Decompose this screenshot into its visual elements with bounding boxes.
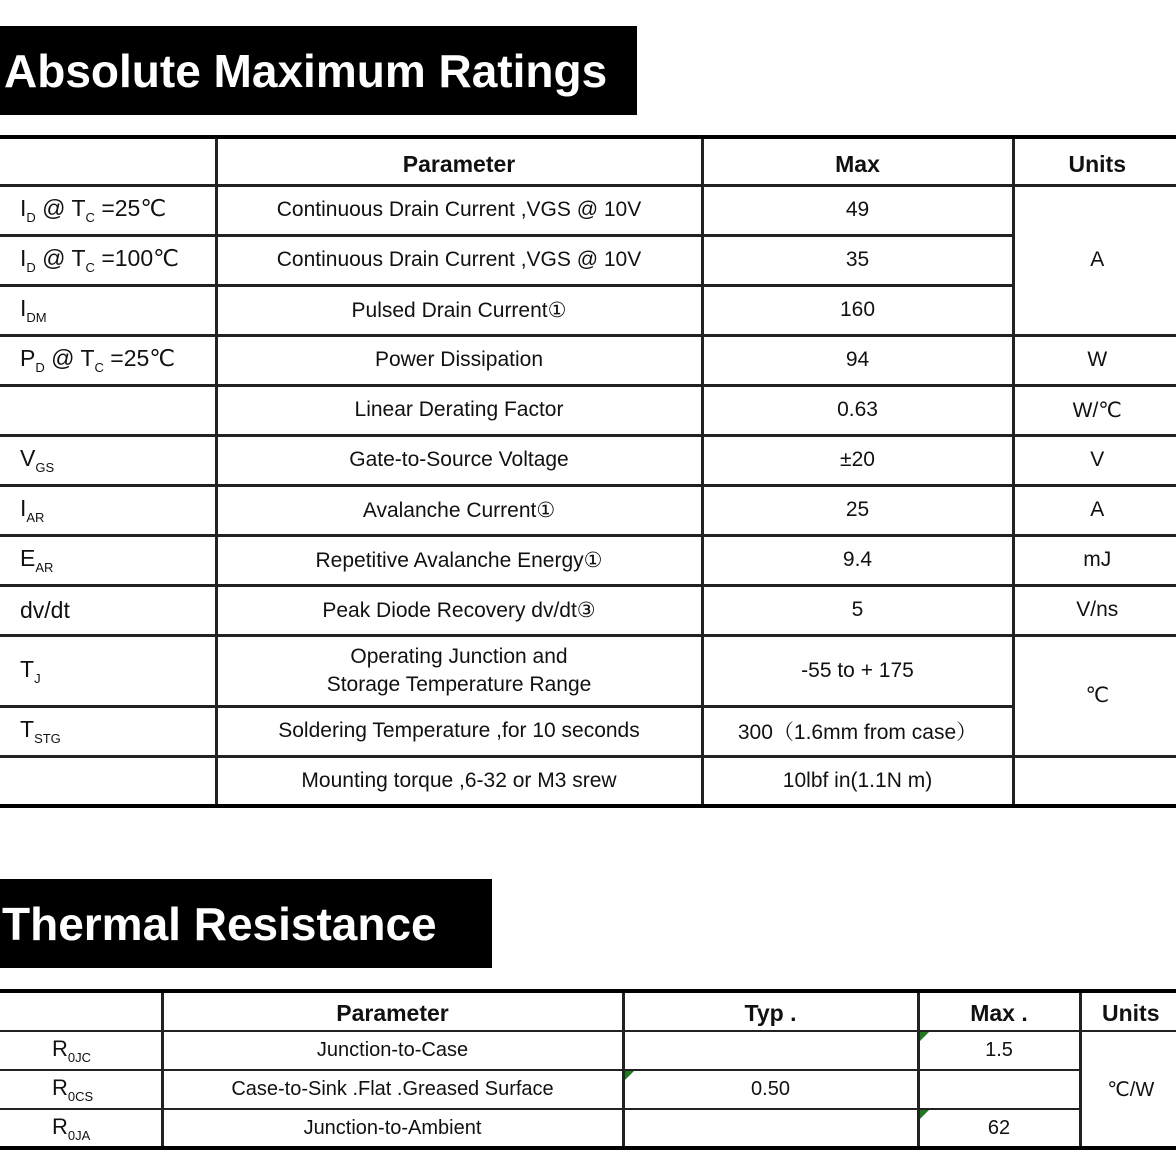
table-row — [0, 435, 1176, 485]
max-cell: ±20 — [702, 435, 1013, 485]
typ-cell — [623, 1031, 918, 1070]
symbol-cell: $T_{STG}$ — [0, 706, 216, 756]
symbol-cell: $R_{0JC}$ — [0, 1031, 162, 1070]
symbol-cell: $R_{0JA}$ — [0, 1109, 162, 1148]
max-cell: 300（1.6mm from case） — [702, 706, 1013, 756]
max-cell: 62 — [918, 1109, 1080, 1148]
units-cell: mJ — [1013, 535, 1176, 585]
table-row — [0, 585, 1176, 635]
symbol-cell: $I_{DM}$ — [0, 285, 216, 335]
max-cell: 5 — [702, 585, 1013, 635]
max-cell: 25 — [702, 485, 1013, 535]
absolute-maximum-ratings-table — [0, 135, 1176, 808]
table-row — [0, 335, 1176, 385]
units-header: Units — [1080, 991, 1176, 1031]
parameter-cell: Avalanche Current① — [216, 485, 702, 535]
parameter-cell: Repetitive Avalanche Energy① — [216, 535, 702, 585]
units-cell: A — [1013, 485, 1176, 535]
section-title-thermal-resistance: Thermal Resistance — [0, 879, 492, 968]
table-row — [0, 285, 1176, 335]
units-cell: W — [1013, 335, 1176, 385]
table-header-row — [0, 137, 1176, 185]
max-cell: 160 — [702, 285, 1013, 335]
table-header-row — [0, 991, 1176, 1031]
table-row — [0, 635, 1176, 706]
section-title-absolute-maximum-ratings: Absolute Maximum Ratings — [0, 26, 637, 115]
units-cell: V/ns — [1013, 585, 1176, 635]
table-row — [0, 1109, 1176, 1148]
units-cell: ℃ — [1013, 635, 1176, 756]
table-row — [0, 756, 1176, 806]
symbol-cell: $T_J$ — [0, 635, 216, 706]
parameter-cell: Case-to-Sink .Flat .Greased Surface — [162, 1070, 623, 1109]
table-row — [0, 235, 1176, 285]
table-row — [0, 1070, 1176, 1109]
parameter-cell: Junction-to-Ambient — [162, 1109, 623, 1148]
max-cell: 49 — [702, 185, 1013, 235]
symbol-cell: $I_D$ @ $T_C$ =25℃ — [0, 185, 216, 235]
parameter-cell: Linear Derating Factor — [216, 385, 702, 435]
symbol-cell: $P_D$ @ $T_C$ =25℃ — [0, 335, 216, 385]
parameter-cell: Mounting torque ,6-32 or M3 srew — [216, 756, 702, 806]
symbol-cell — [0, 385, 216, 435]
max-cell: 1.5 — [918, 1031, 1080, 1070]
parameter-cell: Continuous Drain Current ,VGS @ 10V — [216, 185, 702, 235]
max-cell: -55 to + 175 — [702, 635, 1013, 706]
table-row — [0, 706, 1176, 756]
max-cell: 9.4 — [702, 535, 1013, 585]
typ-cell — [623, 1109, 918, 1148]
symbol-cell — [0, 756, 216, 806]
units-cell — [1013, 756, 1176, 806]
symbol-cell: dv/dt — [0, 585, 216, 635]
units-header: Units — [1013, 137, 1176, 185]
max-cell — [918, 1070, 1080, 1109]
parameter-cell: Peak Diode Recovery dv/dt③ — [216, 585, 702, 635]
typ-cell: 0.50 — [623, 1070, 918, 1109]
parameter-cell: Operating Junction and Storage Temperature Range — [216, 635, 702, 706]
max-header: Max — [702, 137, 1013, 185]
symbol-header — [0, 991, 162, 1031]
max-cell: 94 — [702, 335, 1013, 385]
symbol-header — [0, 137, 216, 185]
parameter-cell: Power Dissipation — [216, 335, 702, 385]
units-cell: ℃/W — [1080, 1031, 1176, 1148]
units-cell: W/℃ — [1013, 385, 1176, 435]
parameter-header: Parameter — [162, 991, 623, 1031]
table-row — [0, 485, 1176, 535]
thermal-resistance-table — [0, 989, 1176, 1150]
table-row — [0, 385, 1176, 435]
parameter-header: Parameter — [216, 137, 702, 185]
table-row — [0, 185, 1176, 235]
table-row — [0, 535, 1176, 585]
units-cell: A — [1013, 185, 1176, 335]
max-header: Max . — [918, 991, 1080, 1031]
symbol-cell: $R_{0CS}$ — [0, 1070, 162, 1109]
symbol-cell: $I_{AR}$ — [0, 485, 216, 535]
max-cell: 10lbf in(1.1N m) — [702, 756, 1013, 806]
max-cell: 0.63 — [702, 385, 1013, 435]
symbol-cell: $E_{AR}$ — [0, 535, 216, 585]
parameter-cell: Pulsed Drain Current① — [216, 285, 702, 335]
symbol-cell: $I_D$ @ $T_C$ =100℃ — [0, 235, 216, 285]
parameter-cell: Continuous Drain Current ,VGS @ 10V — [216, 235, 702, 285]
parameter-cell: Junction-to-Case — [162, 1031, 623, 1070]
parameter-cell: Soldering Temperature ,for 10 seconds — [216, 706, 702, 756]
table-row — [0, 1031, 1176, 1070]
typ-header: Typ . — [623, 991, 918, 1031]
units-cell: V — [1013, 435, 1176, 485]
parameter-cell: Gate-to-Source Voltage — [216, 435, 702, 485]
symbol-cell: $V_{GS}$ — [0, 435, 216, 485]
max-cell: 35 — [702, 235, 1013, 285]
